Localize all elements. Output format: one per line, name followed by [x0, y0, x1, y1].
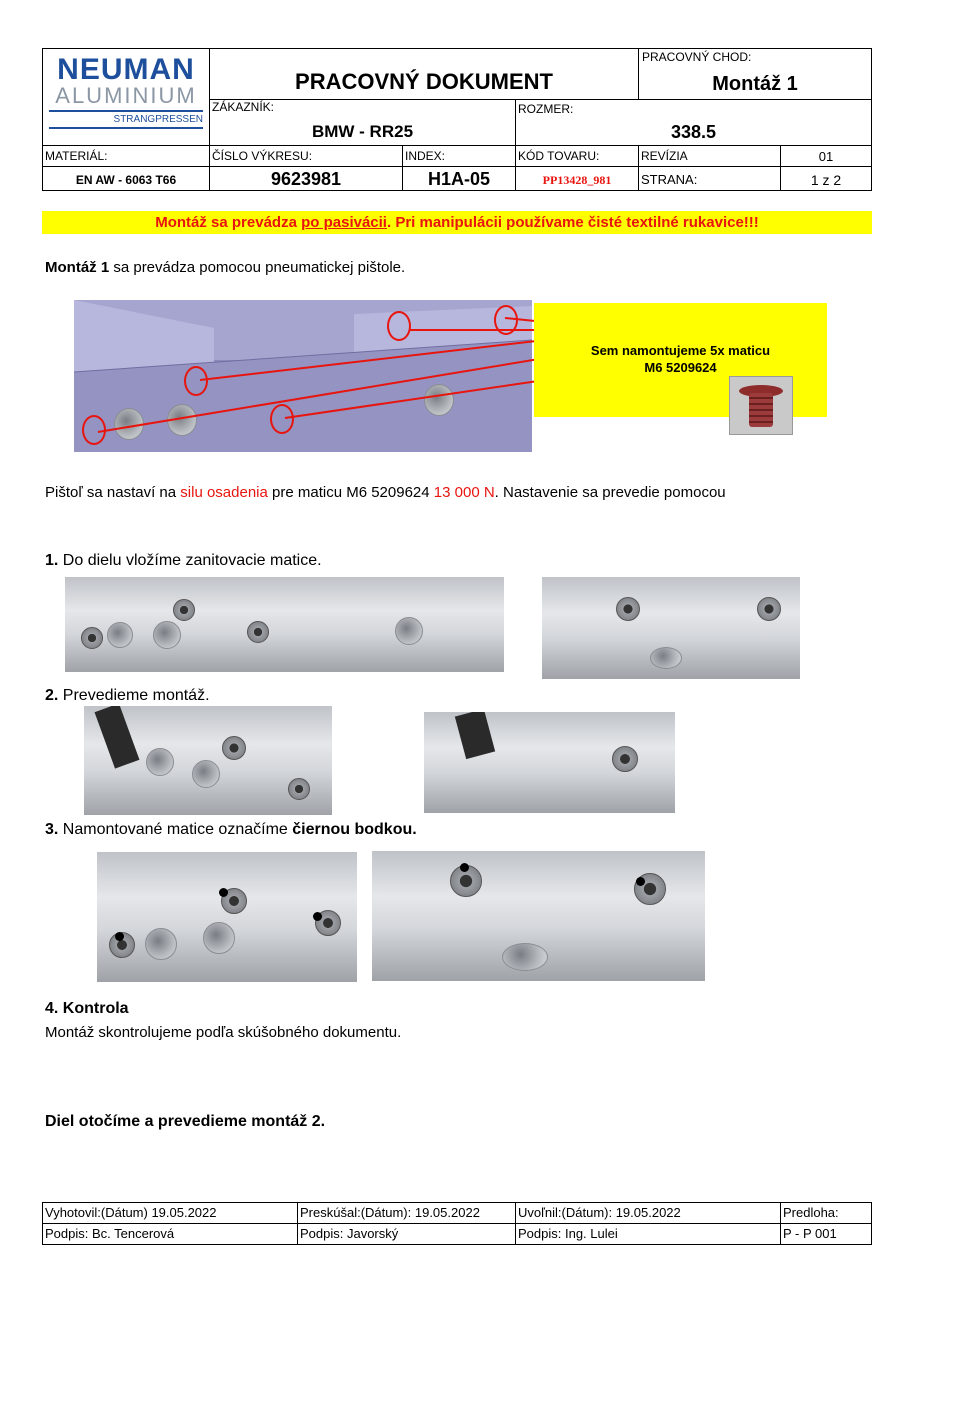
doc-title: PRACOVNÝ DOKUMENT — [295, 69, 553, 94]
material-label: MATERIÁL: — [42, 145, 210, 167]
intro-rest: sa prevádza pomocou pneumatickej pištole. — [109, 259, 406, 276]
callout-line2: M6 5209624 — [644, 360, 717, 375]
setting-3: pre maticu M6 5209624 — [267, 484, 434, 501]
zakaznik-label: ZÁKAZNÍK: — [212, 100, 275, 114]
setting-text — [45, 484, 726, 501]
footer-uvolnil: Uvoľnil:(Dátum): 19.05.2022 — [515, 1202, 781, 1224]
revizia-value: 01 — [780, 145, 872, 167]
step-3-photo-a — [97, 852, 357, 982]
setting-1: Pištoľ sa nastaví na — [45, 484, 181, 501]
step-3-photo-b — [372, 851, 705, 981]
step-4-title: 4. Kontrola — [45, 1000, 129, 1017]
step-3-text: Namontované matice označíme — [58, 821, 293, 838]
step-1-title — [45, 552, 322, 570]
warning-text-1: Montáž sa prevádza — [155, 214, 302, 231]
footer-podpis-3: Podpis: Ing. Lulei — [515, 1223, 781, 1245]
warning-text-2: po pasivácii — [301, 214, 387, 231]
step-3-title — [45, 821, 417, 839]
intro-bold: Montáž 1 — [45, 259, 110, 276]
footer-podpis-2: Podpis: Javorský — [297, 1223, 516, 1245]
revizia-label: REVÍZIA — [638, 145, 781, 167]
rozmer-label: ROZMER: — [518, 102, 574, 116]
step-4-text: Montáž skontrolujeme podľa skúšobného dokumentu. — [45, 1024, 402, 1041]
step-2-text: Prevedieme montáž. — [58, 687, 210, 704]
kod-label: KÓD TOVARU: — [515, 145, 639, 167]
step-3-num: 3. — [45, 821, 59, 838]
rivet-nut-photo — [729, 376, 793, 435]
warning-text-3: . Pri manipulácii používame čisté textilné rukavice!!! — [386, 214, 759, 231]
step-2-title — [45, 687, 210, 705]
strana-label: STRANA: — [638, 166, 781, 191]
chod-label: PRACOVNÝ CHOD: — [642, 50, 752, 64]
footer-podpis-1: Podpis: Bc. Tencerová — [42, 1223, 298, 1245]
step-2-photo-b — [424, 712, 675, 813]
step-1-photo-a — [65, 577, 504, 672]
step-3-bold: čiernou bodkou. — [292, 821, 417, 838]
rozmer-value: 338.5 — [670, 122, 717, 142]
footer-predloha-label: Predloha: — [780, 1202, 872, 1224]
logo-line3: STRANGPRESSEN — [113, 114, 203, 125]
step-2-photo-a — [84, 706, 332, 815]
final-note: Diel otočíme a prevedieme montáž 2. — [45, 1113, 326, 1130]
step-1-text: Do dielu vložíme zanitovacie matice. — [58, 552, 322, 569]
logo-line2: ALUMINIUM — [55, 83, 197, 108]
setting-4: 13 000 N — [433, 484, 495, 501]
material-value: EN AW - 6063 T66 — [42, 166, 210, 191]
index-value: H1A-05 — [402, 166, 516, 191]
chod-value: Montáž 1 — [712, 73, 798, 95]
step-1-num: 1. — [45, 552, 59, 569]
footer-preskusal: Preskúšal:(Dátum): 19.05.2022 — [297, 1202, 516, 1224]
strana-value: 1 z 2 — [780, 166, 872, 191]
logo-line1: NEUMAN — [57, 53, 195, 86]
vykres-value: 9623981 — [209, 166, 403, 191]
zakaznik-value: BMW - RR25 — [311, 122, 414, 141]
kod-value: PP13428_981 — [515, 166, 639, 191]
callout-line1: Sem namontujeme 5x maticu — [590, 343, 771, 358]
footer-vyhotovil: Vyhotovil:(Dátum) 19.05.2022 — [42, 1202, 298, 1224]
footer-predloha-value: P - P 001 — [780, 1223, 872, 1245]
setting-5: . Nastavenie sa prevedie pomocou — [494, 484, 726, 501]
step-1-photo-b — [542, 577, 800, 679]
setting-2: silu osadenia — [180, 484, 268, 501]
vykres-label: ČÍSLO VÝKRESU: — [209, 145, 403, 167]
step-2-num: 2. — [45, 687, 59, 704]
index-label: INDEX: — [402, 145, 516, 167]
